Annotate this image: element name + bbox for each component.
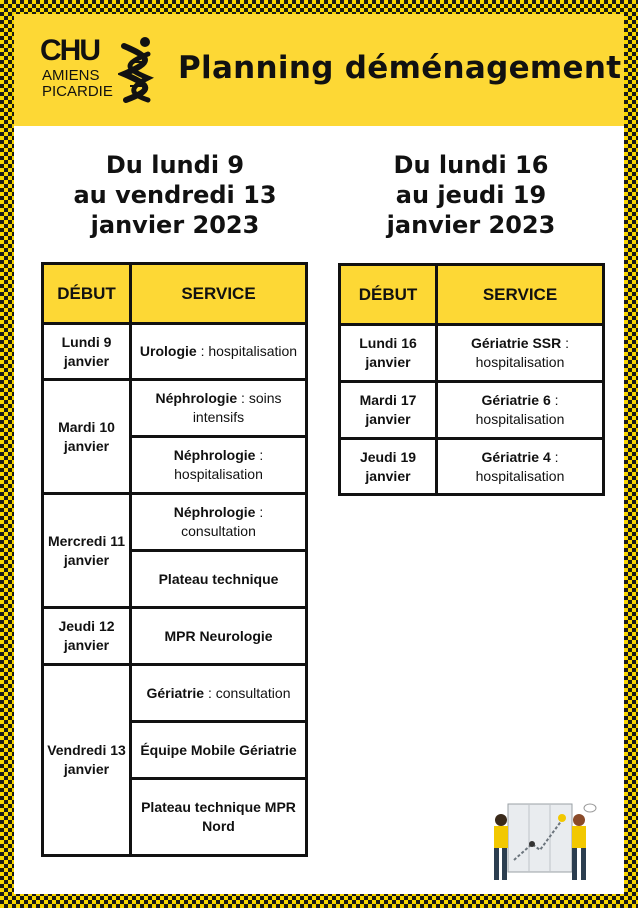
chu-logo [40, 36, 160, 106]
service-detail: : consultation [181, 504, 264, 539]
period-heading-right [336, 150, 606, 240]
period-heading-line: Du lundi 16 [393, 151, 549, 179]
service-cell [131, 324, 307, 380]
table-row [43, 324, 307, 380]
day-cell: Jeudi 19 janvier [340, 439, 437, 495]
service-name: Gériatrie SSR [470, 335, 562, 351]
table-row [43, 608, 307, 665]
service-cell [131, 551, 307, 608]
logo-line-1: AMIENS [42, 67, 100, 84]
service-name: Urologie [139, 343, 197, 359]
table-row [43, 380, 307, 437]
service-name: Gériatrie 6 [481, 392, 551, 408]
service-name: Plateau technique [158, 570, 279, 587]
service-name: Plateau technique MPR Nord [141, 799, 296, 834]
table-row [340, 382, 604, 439]
day-cell: Jeudi 12 janvier [43, 608, 131, 665]
dna-helix-icon [118, 36, 156, 104]
service-cell [437, 382, 604, 439]
service-name: Gériatrie [146, 684, 205, 701]
table-row [340, 439, 604, 495]
column-header-service: SERVICE [437, 265, 604, 325]
service-detail: : hospitalisation [475, 448, 565, 484]
service-detail: : hospitalisation [196, 343, 298, 359]
people-with-map-icon [480, 800, 598, 888]
service-cell [131, 494, 307, 551]
service-detail: : hospitalisation [174, 447, 264, 482]
service-detail: : hospitalisation [475, 335, 570, 370]
column-header-debut: DÉBUT [43, 264, 131, 324]
period-heading-line: au jeudi 19 [395, 181, 547, 209]
day-cell: Lundi 16 janvier [340, 325, 437, 382]
column-header-service: SERVICE [131, 264, 307, 324]
period-heading-left [40, 150, 310, 240]
schedule-table-right [338, 263, 605, 496]
service-name: MPR Neurologie [164, 627, 273, 644]
service-cell [437, 439, 604, 495]
logo-text: CHU [40, 34, 99, 67]
service-detail: : soins intensifs [192, 390, 282, 425]
day-cell: Mercredi 11 janvier [43, 494, 131, 608]
day-cell: Vendredi 13 janvier [43, 665, 131, 856]
service-cell [131, 665, 307, 722]
period-heading-line: janvier 2023 [90, 211, 260, 239]
service-cell [131, 608, 307, 665]
table-row [43, 494, 307, 551]
service-name: Équipe Mobile Gériatrie [140, 741, 297, 758]
period-heading-line: Du lundi 9 [105, 151, 245, 179]
service-name: Néphrologie [173, 447, 256, 463]
day-cell: Mardi 17 janvier [340, 382, 437, 439]
page-title: Planning déménagement [178, 50, 622, 86]
schedule-rows [43, 324, 307, 856]
service-name: Néphrologie [173, 504, 256, 520]
schedule-rows [340, 325, 604, 495]
service-detail: : consultation [204, 684, 291, 701]
service-detail: : hospitalisation [475, 392, 565, 427]
logo-line-2: PICARDIE [42, 83, 113, 100]
service-name: Gériatrie 4 [481, 448, 551, 465]
schedule-table-left [41, 262, 308, 857]
table-row [340, 325, 604, 382]
service-cell [437, 325, 604, 382]
service-cell [131, 437, 307, 494]
service-cell [131, 380, 307, 437]
period-heading-line: janvier 2023 [386, 211, 556, 239]
service-cell [131, 722, 307, 779]
table-row [43, 665, 307, 722]
service-name: Néphrologie [155, 390, 238, 406]
period-heading-line: au vendredi 13 [73, 181, 277, 209]
day-cell: Mardi 10 janvier [43, 380, 131, 494]
day-cell: Lundi 9 janvier [43, 324, 131, 380]
service-cell [131, 779, 307, 856]
column-header-debut: DÉBUT [340, 265, 437, 325]
